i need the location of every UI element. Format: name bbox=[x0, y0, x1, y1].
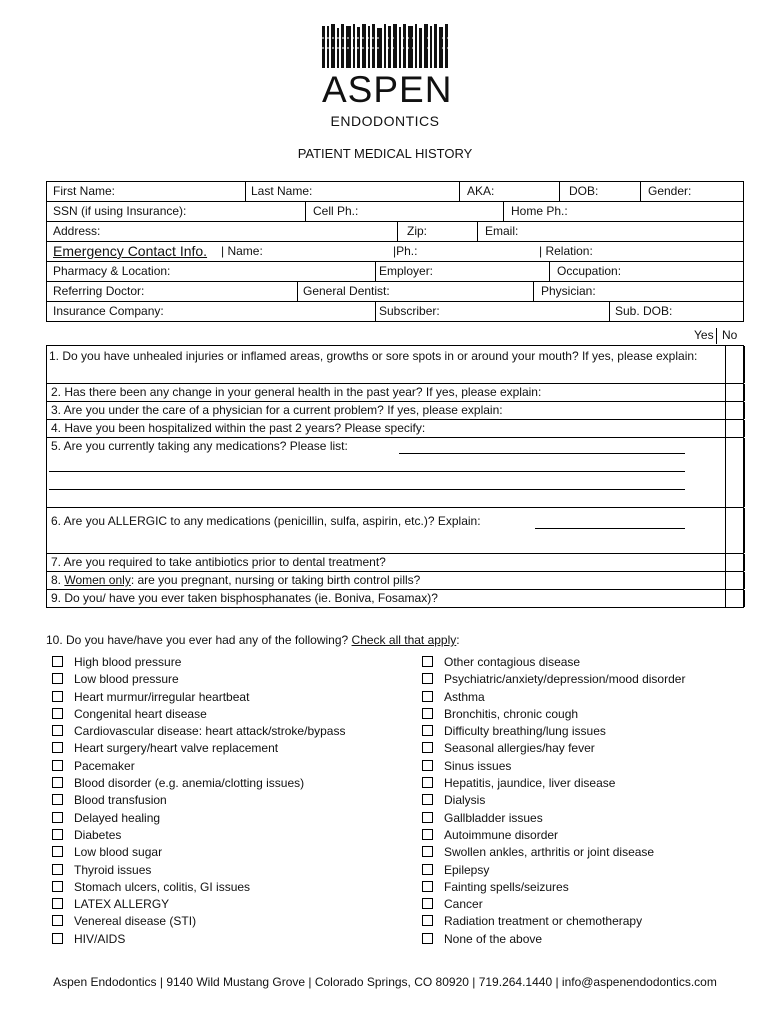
condition-label: Other contagious disease bbox=[444, 655, 581, 669]
conditions-right-column bbox=[422, 654, 685, 948]
footer-contact: Aspen Endodontics | 9140 Wild Mustang Grove | Colorado Springs, CO 80920 | 719.264.1440 | info@aspenendodontics.com bbox=[53, 975, 717, 989]
condition-item[interactable] bbox=[52, 775, 345, 792]
first-name-field[interactable]: First Name: bbox=[53, 184, 116, 198]
no-checkbox[interactable] bbox=[744, 420, 745, 437]
yes-checkbox[interactable] bbox=[725, 346, 726, 383]
condition-item[interactable] bbox=[422, 723, 685, 740]
questions-table bbox=[46, 345, 744, 608]
medications-line[interactable] bbox=[49, 471, 685, 472]
no-checkbox[interactable] bbox=[744, 384, 745, 401]
condition-item[interactable] bbox=[52, 810, 345, 827]
yes-checkbox[interactable] bbox=[725, 438, 726, 507]
checkbox[interactable] bbox=[52, 933, 63, 944]
emergency-contact-label: Emergency Contact Info. bbox=[53, 243, 208, 259]
medications-line[interactable] bbox=[49, 489, 685, 490]
no-checkbox[interactable] bbox=[744, 402, 745, 419]
zip-field[interactable]: Zip: bbox=[407, 224, 428, 238]
info-row-address bbox=[47, 222, 743, 242]
checkbox[interactable] bbox=[422, 812, 433, 823]
condition-label: Delayed healing bbox=[74, 810, 161, 825]
checkbox[interactable] bbox=[422, 777, 433, 788]
aspen-endodontics-logo bbox=[322, 24, 453, 132]
info-row-ssn bbox=[47, 202, 743, 222]
checkbox[interactable] bbox=[52, 742, 63, 753]
condition-label: Blood transfusion bbox=[74, 793, 167, 808]
checkbox[interactable] bbox=[52, 708, 63, 719]
condition-item[interactable] bbox=[52, 913, 345, 930]
condition-item[interactable] bbox=[422, 671, 685, 688]
condition-item[interactable] bbox=[422, 879, 685, 896]
condition-item[interactable] bbox=[422, 827, 685, 844]
condition-label: Blood disorder (e.g. anemia/clotting issues) bbox=[74, 776, 305, 791]
condition-label: Hepatitis, jaundice, liver disease bbox=[444, 776, 616, 791]
aka-field[interactable]: AKA: bbox=[467, 184, 495, 198]
condition-label: LATEX ALLERGY bbox=[74, 897, 170, 912]
page-title: PATIENT MEDICAL HISTORY bbox=[297, 146, 473, 161]
yes-checkbox[interactable] bbox=[725, 508, 726, 553]
checkbox[interactable] bbox=[422, 898, 433, 909]
yes-checkbox[interactable] bbox=[725, 554, 726, 571]
condition-item[interactable] bbox=[52, 671, 345, 688]
medications-line[interactable] bbox=[399, 453, 685, 454]
condition-label: Cardiovascular disease: heart attack/stroke/bypass bbox=[74, 724, 346, 739]
no-column-header: No bbox=[722, 328, 738, 342]
condition-item[interactable] bbox=[52, 792, 345, 809]
no-checkbox[interactable] bbox=[744, 508, 745, 553]
condition-item[interactable] bbox=[52, 827, 345, 844]
general-dentist-field[interactable]: General Dentist: bbox=[303, 284, 390, 298]
info-row-insurance bbox=[47, 302, 743, 321]
checkbox[interactable] bbox=[422, 933, 433, 944]
checkbox[interactable] bbox=[52, 691, 63, 702]
subscriber-field[interactable]: Subscriber: bbox=[379, 304, 440, 318]
condition-item[interactable] bbox=[52, 740, 345, 757]
home-phone-field[interactable]: Home Ph.: bbox=[511, 204, 568, 218]
question-text: 1. Do you have unhealed injuries or inflamed areas, growths or sore spots in or around your mouth? If yes, please explain: bbox=[49, 349, 698, 363]
condition-label: Dialysis bbox=[444, 793, 486, 808]
checkbox[interactable] bbox=[52, 846, 63, 857]
condition-label: Stomach ulcers, colitis, GI issues bbox=[74, 879, 251, 894]
checkbox[interactable] bbox=[52, 864, 63, 875]
condition-item[interactable] bbox=[422, 654, 685, 671]
checkbox[interactable] bbox=[422, 725, 433, 736]
checkbox[interactable] bbox=[422, 864, 433, 875]
condition-item[interactable] bbox=[422, 775, 685, 792]
checkbox[interactable] bbox=[52, 915, 63, 926]
info-row-name bbox=[47, 182, 743, 202]
condition-item[interactable] bbox=[52, 723, 345, 740]
emergency-name-field[interactable]: | Name: bbox=[221, 244, 263, 258]
yes-checkbox[interactable] bbox=[725, 572, 726, 589]
checkbox[interactable] bbox=[422, 691, 433, 702]
question-text: 5. Are you currently taking any medications? Please list: bbox=[51, 439, 348, 453]
question-row-7 bbox=[47, 554, 743, 572]
logo-word: ASPEN bbox=[322, 69, 453, 110]
yes-checkbox[interactable] bbox=[725, 420, 726, 437]
condition-label: Seasonal allergies/hay fever bbox=[444, 741, 595, 756]
checkbox[interactable] bbox=[52, 777, 63, 788]
condition-label: Psychiatric/anxiety/depression/mood disorder bbox=[444, 672, 686, 687]
checkbox[interactable] bbox=[52, 656, 63, 667]
cell-phone-field[interactable]: Cell Ph.: bbox=[313, 204, 359, 218]
checkbox[interactable] bbox=[422, 829, 433, 840]
subscriber-dob-field[interactable]: Sub. DOB: bbox=[615, 304, 673, 318]
question-row-2 bbox=[47, 384, 743, 402]
question-row-4 bbox=[47, 420, 743, 438]
condition-label: Radiation treatment or chemotherapy bbox=[444, 914, 643, 929]
condition-item[interactable] bbox=[422, 931, 685, 948]
no-checkbox[interactable] bbox=[744, 438, 745, 507]
physician-field[interactable]: Physician: bbox=[541, 284, 596, 298]
checkbox[interactable] bbox=[422, 794, 433, 805]
condition-label: Congenital heart disease bbox=[74, 706, 207, 721]
condition-label: Epilepsy bbox=[444, 862, 490, 877]
logo-barcode-icon bbox=[322, 24, 448, 68]
question-text: 6. Are you ALLERGIC to any medications (penicillin, sulfa, aspirin, etc.)? Explain: bbox=[51, 514, 481, 528]
checkbox[interactable] bbox=[52, 725, 63, 736]
condition-item[interactable] bbox=[52, 758, 345, 775]
condition-label: Difficulty breathing/lung issues bbox=[444, 724, 606, 739]
question-text: 7. Are you required to take antibiotics prior to dental treatment? bbox=[51, 555, 386, 569]
condition-item[interactable] bbox=[52, 879, 345, 896]
no-checkbox[interactable] bbox=[744, 554, 745, 571]
condition-item[interactable] bbox=[422, 792, 685, 809]
allergy-line[interactable] bbox=[535, 528, 685, 529]
yes-checkbox[interactable] bbox=[725, 384, 726, 401]
condition-label: HIV/AIDS bbox=[74, 931, 126, 946]
question-row-9 bbox=[47, 590, 743, 607]
employer-field[interactable]: Employer: bbox=[379, 264, 434, 278]
conditions-left-column bbox=[52, 654, 345, 948]
condition-label: Cancer bbox=[444, 897, 483, 912]
checkbox[interactable] bbox=[52, 760, 63, 771]
checkbox[interactable] bbox=[52, 673, 63, 684]
condition-item[interactable] bbox=[422, 689, 685, 706]
condition-label: Swollen ankles, arthritis or joint disease bbox=[444, 845, 655, 860]
patient-info-table bbox=[46, 181, 744, 322]
email-field[interactable]: Email: bbox=[485, 224, 519, 238]
checkbox[interactable] bbox=[422, 708, 433, 719]
condition-label: Gallbladder issues bbox=[444, 810, 543, 825]
question-row-6 bbox=[47, 508, 743, 554]
condition-item[interactable] bbox=[52, 844, 345, 861]
no-checkbox[interactable] bbox=[744, 346, 745, 383]
info-row-emergency bbox=[47, 242, 743, 262]
question-text: 8. Women only: are you pregnant, nursing or taking birth control pills? bbox=[51, 573, 421, 587]
address-field[interactable]: Address: bbox=[53, 224, 101, 238]
condition-label: Sinus issues bbox=[444, 758, 512, 773]
question-text: 2. Has there been any change in your general health in the past year? If yes, please explain: bbox=[51, 385, 542, 399]
checkbox[interactable] bbox=[52, 881, 63, 892]
question-row-8 bbox=[47, 572, 743, 590]
condition-label: Low blood sugar bbox=[74, 845, 163, 860]
condition-item[interactable] bbox=[422, 913, 685, 930]
referring-doctor-field[interactable]: Referring Doctor: bbox=[53, 284, 145, 298]
condition-item[interactable] bbox=[422, 844, 685, 861]
condition-item[interactable] bbox=[52, 689, 345, 706]
condition-item[interactable] bbox=[52, 931, 345, 948]
dob-field[interactable]: DOB: bbox=[569, 184, 599, 198]
occupation-field[interactable]: Occupation: bbox=[557, 264, 622, 278]
condition-item[interactable] bbox=[422, 740, 685, 757]
condition-label: None of the above bbox=[444, 931, 543, 946]
no-checkbox[interactable] bbox=[744, 590, 745, 607]
yes-checkbox[interactable] bbox=[725, 402, 726, 419]
condition-label: Fainting spells/seizures bbox=[444, 879, 569, 894]
condition-label: Autoimmune disorder bbox=[444, 827, 559, 842]
condition-label: Diabetes bbox=[74, 827, 122, 842]
question-text: 4. Have you been hospitalized within the past 2 years? Please specify: bbox=[51, 421, 426, 435]
checkbox[interactable] bbox=[422, 846, 433, 857]
question-10: 10. Do you have/have you ever had any of the following? Check all that apply: bbox=[46, 633, 460, 647]
condition-label: Asthma bbox=[444, 689, 485, 704]
condition-label: Heart surgery/heart valve replacement bbox=[74, 741, 279, 756]
last-name-field[interactable]: Last Name: bbox=[251, 184, 313, 198]
insurance-company-field[interactable]: Insurance Company: bbox=[53, 304, 164, 318]
checkbox[interactable] bbox=[52, 898, 63, 909]
question-row-5 bbox=[47, 438, 743, 508]
condition-item[interactable] bbox=[52, 654, 345, 671]
condition-item[interactable] bbox=[422, 896, 685, 913]
condition-item[interactable] bbox=[422, 706, 685, 723]
condition-label: High blood pressure bbox=[74, 655, 182, 669]
condition-label: Heart murmur/irregular heartbeat bbox=[74, 689, 250, 704]
logo-subword: ENDODONTICS bbox=[330, 113, 440, 129]
pharmacy-field[interactable]: Pharmacy & Location: bbox=[53, 264, 171, 278]
no-checkbox[interactable] bbox=[744, 572, 745, 589]
checkbox[interactable] bbox=[52, 829, 63, 840]
info-row-doctors bbox=[47, 282, 743, 302]
condition-label: Pacemaker bbox=[74, 758, 135, 773]
condition-label: Low blood pressure bbox=[74, 672, 179, 687]
condition-label: Thyroid issues bbox=[74, 862, 152, 877]
ssn-field[interactable]: SSN (if using Insurance): bbox=[53, 204, 187, 218]
condition-item[interactable] bbox=[52, 862, 345, 879]
question-row-1 bbox=[47, 346, 743, 384]
yes-column-header: Yes bbox=[694, 328, 714, 342]
checkbox[interactable] bbox=[422, 742, 433, 753]
yes-checkbox[interactable] bbox=[725, 590, 726, 607]
question-row-3 bbox=[47, 402, 743, 420]
checkbox[interactable] bbox=[422, 915, 433, 926]
condition-item[interactable] bbox=[52, 706, 345, 723]
emergency-relation-field[interactable]: | Relation: bbox=[539, 244, 593, 258]
info-row-pharmacy bbox=[47, 262, 743, 282]
checkbox[interactable] bbox=[422, 673, 433, 684]
question-text: 3. Are you under the care of a physician for a current problem? If yes, please explain: bbox=[51, 403, 503, 417]
condition-item[interactable] bbox=[422, 862, 685, 879]
condition-item[interactable] bbox=[422, 758, 685, 775]
question-text: 9. Do you/ have you ever taken bisphosphanates (ie. Boniva, Fosamax)? bbox=[51, 591, 438, 605]
checkbox[interactable] bbox=[422, 760, 433, 771]
emergency-phone-field[interactable]: |Ph.: bbox=[393, 244, 418, 258]
checkbox[interactable] bbox=[422, 656, 433, 667]
condition-label: Bronchitis, chronic cough bbox=[444, 706, 579, 721]
condition-label: Venereal disease (STI) bbox=[74, 914, 197, 929]
checkbox[interactable] bbox=[52, 794, 63, 805]
condition-item[interactable] bbox=[52, 896, 345, 913]
checkbox[interactable] bbox=[422, 881, 433, 892]
checkbox[interactable] bbox=[52, 812, 63, 823]
gender-field[interactable]: Gender: bbox=[648, 184, 692, 198]
condition-item[interactable] bbox=[422, 810, 685, 827]
